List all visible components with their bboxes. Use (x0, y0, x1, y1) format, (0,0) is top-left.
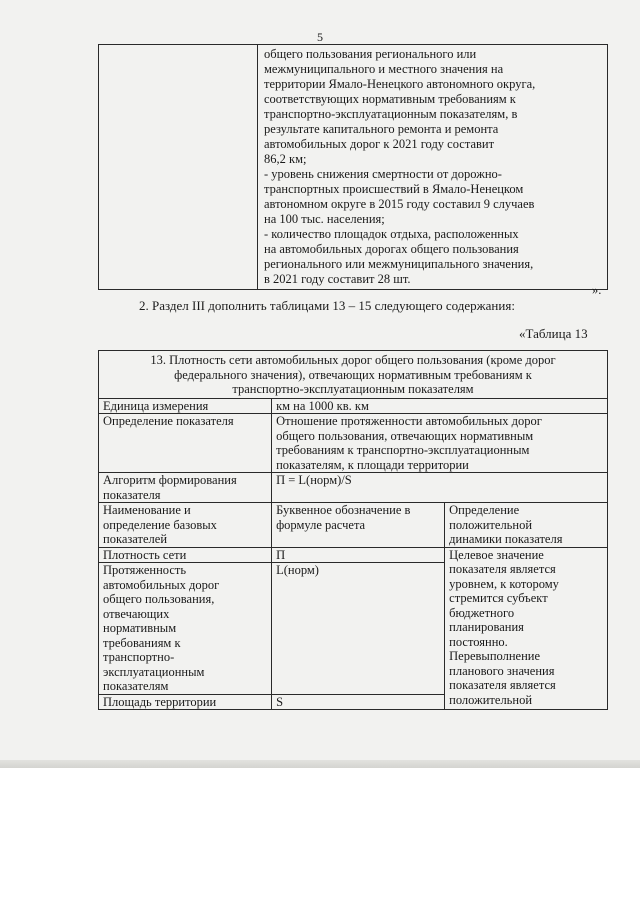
text-line: в 2021 году составит 28 шт. (264, 272, 411, 286)
title-line: 13. Плотность сети автомобильных дорог общего пользования (кроме дорог (150, 353, 556, 367)
row-name (99, 563, 272, 695)
text-line: показателям, к площади территории (276, 457, 469, 472)
text-line: планирования (449, 620, 524, 634)
text-line: Отношение протяженности автомобильных дорог (276, 414, 542, 428)
algorithm-formula: П = L(норм)/S (272, 473, 608, 503)
text-line: территории Ямало-Ненецкого автономного округа, (264, 77, 536, 91)
page-number: 5 (317, 30, 323, 44)
header-symbol (272, 503, 445, 548)
text-line: Перевыполнение (449, 649, 541, 663)
text-line: бюджетного (449, 605, 515, 620)
text-line: показателя является (449, 562, 556, 576)
text-line: показателям (103, 679, 169, 693)
text-line: требованиям к (103, 635, 181, 650)
text-line: транспортных происшествий в Ямало-Ненецком (264, 182, 524, 196)
table-row (99, 473, 608, 503)
text-line: определение базовых (103, 517, 217, 532)
text-line: на 100 тыс. населения; (264, 212, 385, 226)
dynamics-description (445, 547, 608, 710)
text-line: планового значения (449, 663, 555, 678)
text-line: положительной (449, 517, 533, 532)
row-symbol: П (272, 547, 445, 563)
text-line: Наименование и (103, 503, 191, 517)
row-symbol: L(норм) (272, 563, 445, 695)
table-row (99, 398, 608, 414)
table-row (99, 45, 608, 290)
text-line: требованиям к транспортно-эксплуатационным (276, 443, 530, 457)
text-line: постоянно. (449, 634, 508, 649)
table-title-row (99, 351, 608, 399)
text-line: показателя является (449, 678, 556, 692)
text-line: стремится субъект (449, 591, 548, 605)
text-line: эксплуатационным (103, 664, 205, 679)
indicators-text-cell (258, 45, 608, 290)
text-line: автомобильных дорог (103, 577, 220, 592)
continued-table (98, 44, 608, 290)
text-line: транспортно-эксплуатационным показателям, в (264, 107, 518, 121)
definition-value (272, 414, 608, 473)
row-name: Плотность сети (99, 547, 272, 563)
text-line: формуле расчета (276, 517, 366, 532)
unit-value: км на 1000 кв. км (272, 398, 608, 414)
text-line: уровнем, к которому (449, 576, 559, 591)
text-line: Целевое значение (449, 547, 544, 562)
text-line: автомобильных дорог к 2021 году составит (264, 137, 495, 151)
row-symbol: S (272, 694, 445, 710)
table-caption: «Таблица 13 (519, 326, 588, 341)
table-title (99, 351, 608, 399)
text-line: общего пользования регионального или (264, 47, 477, 61)
table-row (99, 547, 608, 563)
text-line: нормативным (103, 621, 177, 635)
text-line: транспортно- (103, 650, 175, 664)
text-line: общего пользования, (103, 592, 215, 606)
text-line: Алгоритм формирования (103, 473, 237, 487)
text-line: показателей (103, 532, 168, 546)
text-line: Буквенное обозначение в (276, 503, 411, 517)
scan-edge (0, 760, 640, 768)
title-line: транспортно-эксплуатационным показателям (232, 382, 474, 396)
header-positive-dynamics (445, 503, 608, 548)
text-line: - количество площадок отдыха, расположенных (264, 227, 519, 241)
text-line: межмуниципального и местного значения на (264, 62, 504, 76)
table-13 (98, 350, 608, 710)
text-line: положительной (449, 692, 533, 707)
text-line: общего пользования, отвечающих нормативным (276, 428, 534, 443)
algorithm-label (99, 473, 272, 503)
title-line: федерального значения), отвечающих нормативным требованиям к (174, 367, 532, 382)
empty-cell (99, 45, 258, 290)
text-line: 86,2 км; (264, 152, 307, 166)
table-header-row (99, 503, 608, 548)
text-line: - уровень снижения смертности от дорожно- (264, 167, 502, 181)
header-base-indicators (99, 503, 272, 548)
unit-label: Единица измерения (99, 398, 272, 414)
text-line: Определение (449, 503, 520, 517)
text-line: соответствующих нормативным требованиям к (264, 92, 516, 106)
amendment-paragraph: 2. Раздел III дополнить таблицами 13 – 15 следующего содержания: (139, 298, 515, 313)
table-row (99, 414, 608, 473)
row-name: Площадь территории (99, 694, 272, 710)
closing-quote: ». (592, 283, 602, 297)
text-line: отвечающих (103, 606, 170, 621)
text-line: автономном округе в 2015 году составил 9 случаев (264, 197, 535, 211)
text-line: на автомобильных дорогах общего пользования (264, 242, 519, 256)
definition-label: Определение показателя (99, 414, 272, 473)
text-line: Протяженность (103, 563, 187, 577)
text-line: регионального или межмуниципального значения, (264, 257, 534, 271)
text-line: показателя (103, 487, 161, 502)
text-line: результате капитального ремонта и ремонта (264, 122, 499, 136)
text-line: динамики показателя (449, 532, 563, 546)
